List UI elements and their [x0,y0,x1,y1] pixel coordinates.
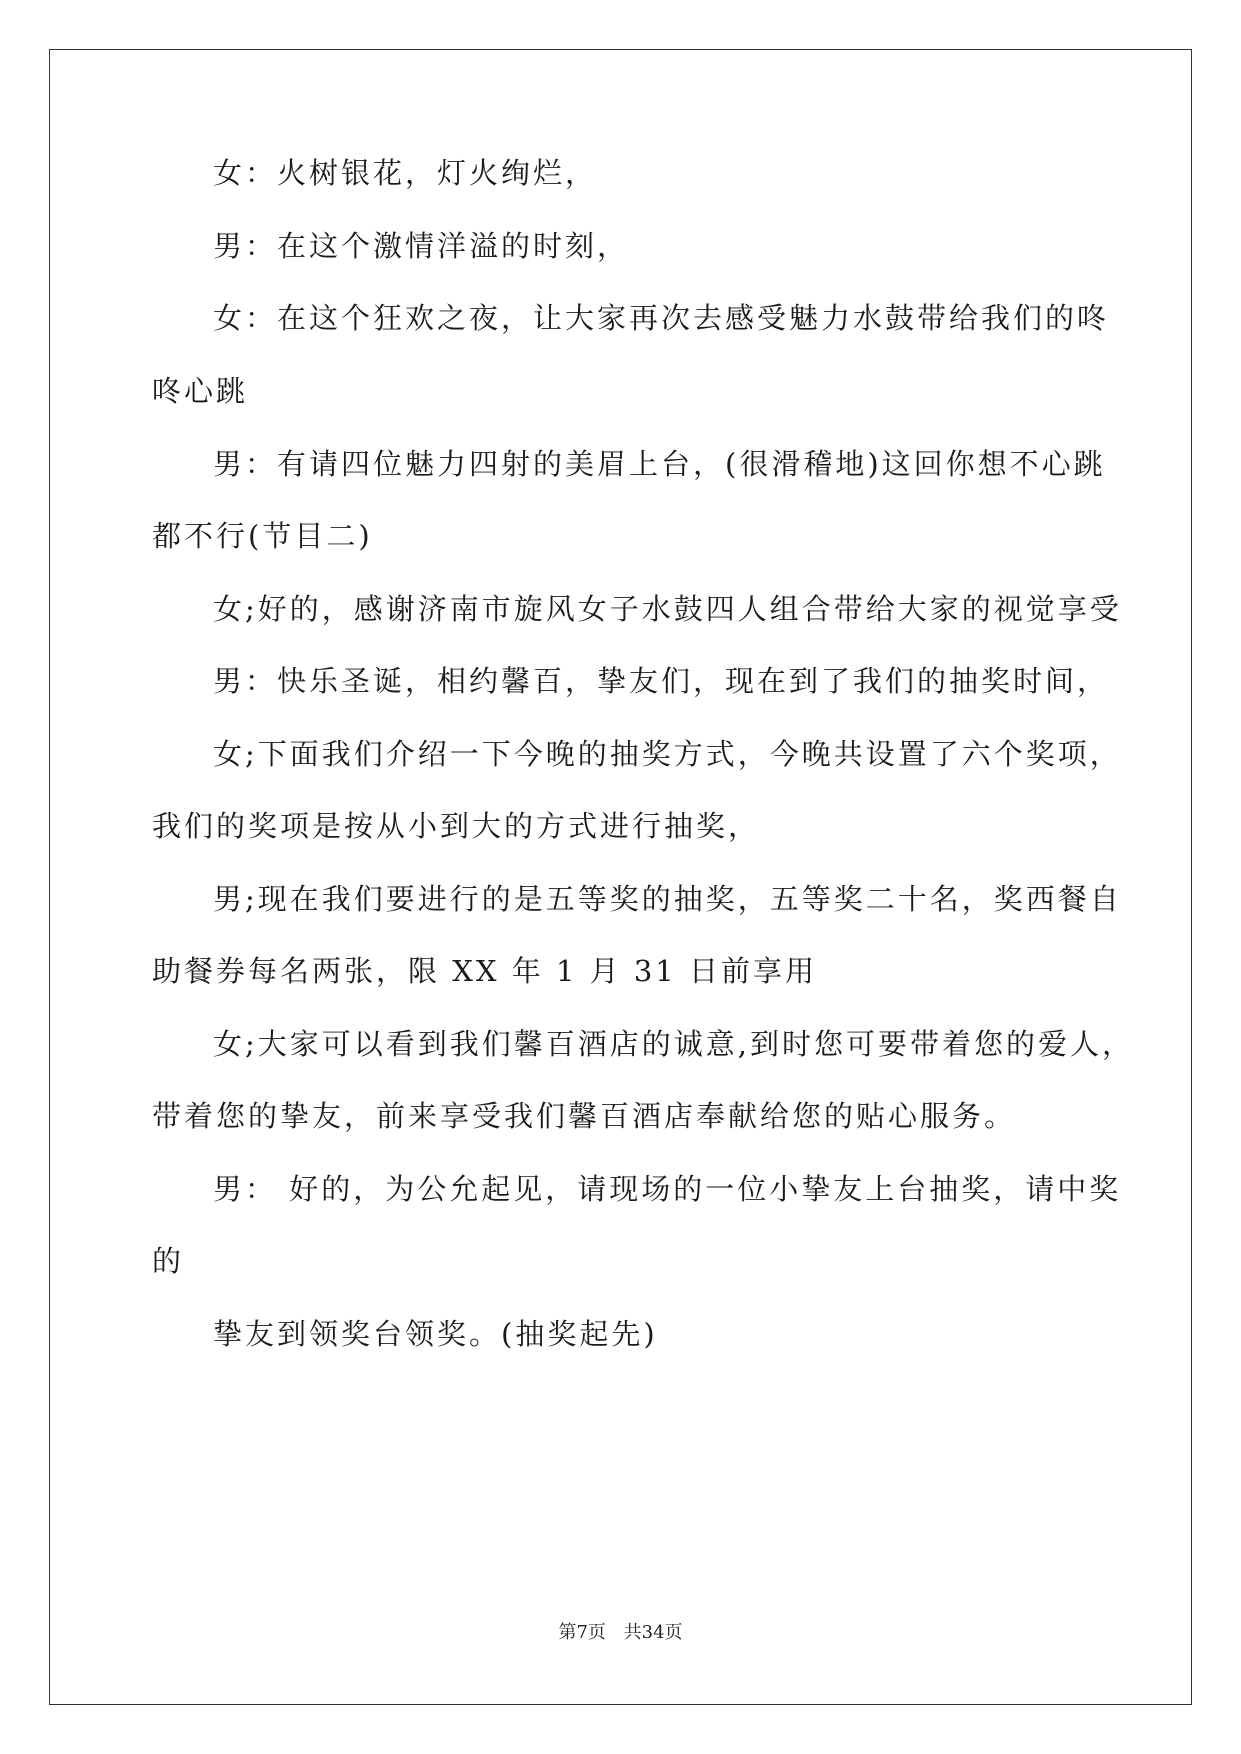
text-line: 男：快乐圣诞，相约馨百，挚友们，现在到了我们的抽奖时间， [213,664,1110,698]
text-line: 男： 好的，为公允起见，请现场的一位小挚友上台抽奖，请中奖 [213,1172,1122,1206]
text-line: 男;现在我们要进行的是五等奖的抽奖，五等奖二十名，奖西餐自 [213,882,1122,916]
text-line: 的 [152,1244,185,1278]
text-line: 女;下面我们介绍一下今晚的抽奖方式，今晚共设置了六个奖项， [213,737,1122,771]
text-line: 女：在这个狂欢之夜，让大家再次去感受魅力水鼓带给我们的咚 [213,301,1110,335]
text-line: 男：有请四位魅力四射的美眉上台，(很滑稽地)这回你想不心跳 [213,447,1106,481]
text-line: 咚心跳 [152,374,249,408]
text-line: 女;好的，感谢济南市旋风女子水鼓四人组合带给大家的视觉享受 [213,592,1122,626]
text-line: 女：火树银花，灯火绚烂， [213,156,598,190]
text-line: 都不行(节目二) [152,519,373,553]
page-number: 第7页 [558,1622,606,1643]
text-line: 挚友到领奖台领奖。(抽奖起先) [213,1317,658,1351]
text-line: 助餐券每名两张，限 XX 年 1 月 31 日前享用 [152,954,817,988]
text-line: 带着您的挚友，前来享受我们馨百酒店奉献给您的贴心服务。 [152,1099,1017,1133]
page-total: 共34页 [623,1622,683,1643]
text-line: 女;大家可以看到我们馨百酒店的诚意,到时您可要带着您的爱人， [213,1027,1134,1061]
text-line: 我们的奖项是按从小到大的方式进行抽奖， [152,809,761,843]
page-footer [0,1621,1241,1645]
page-frame [49,49,1192,1705]
text-line: 男：在这个激情洋溢的时刻， [213,229,630,263]
